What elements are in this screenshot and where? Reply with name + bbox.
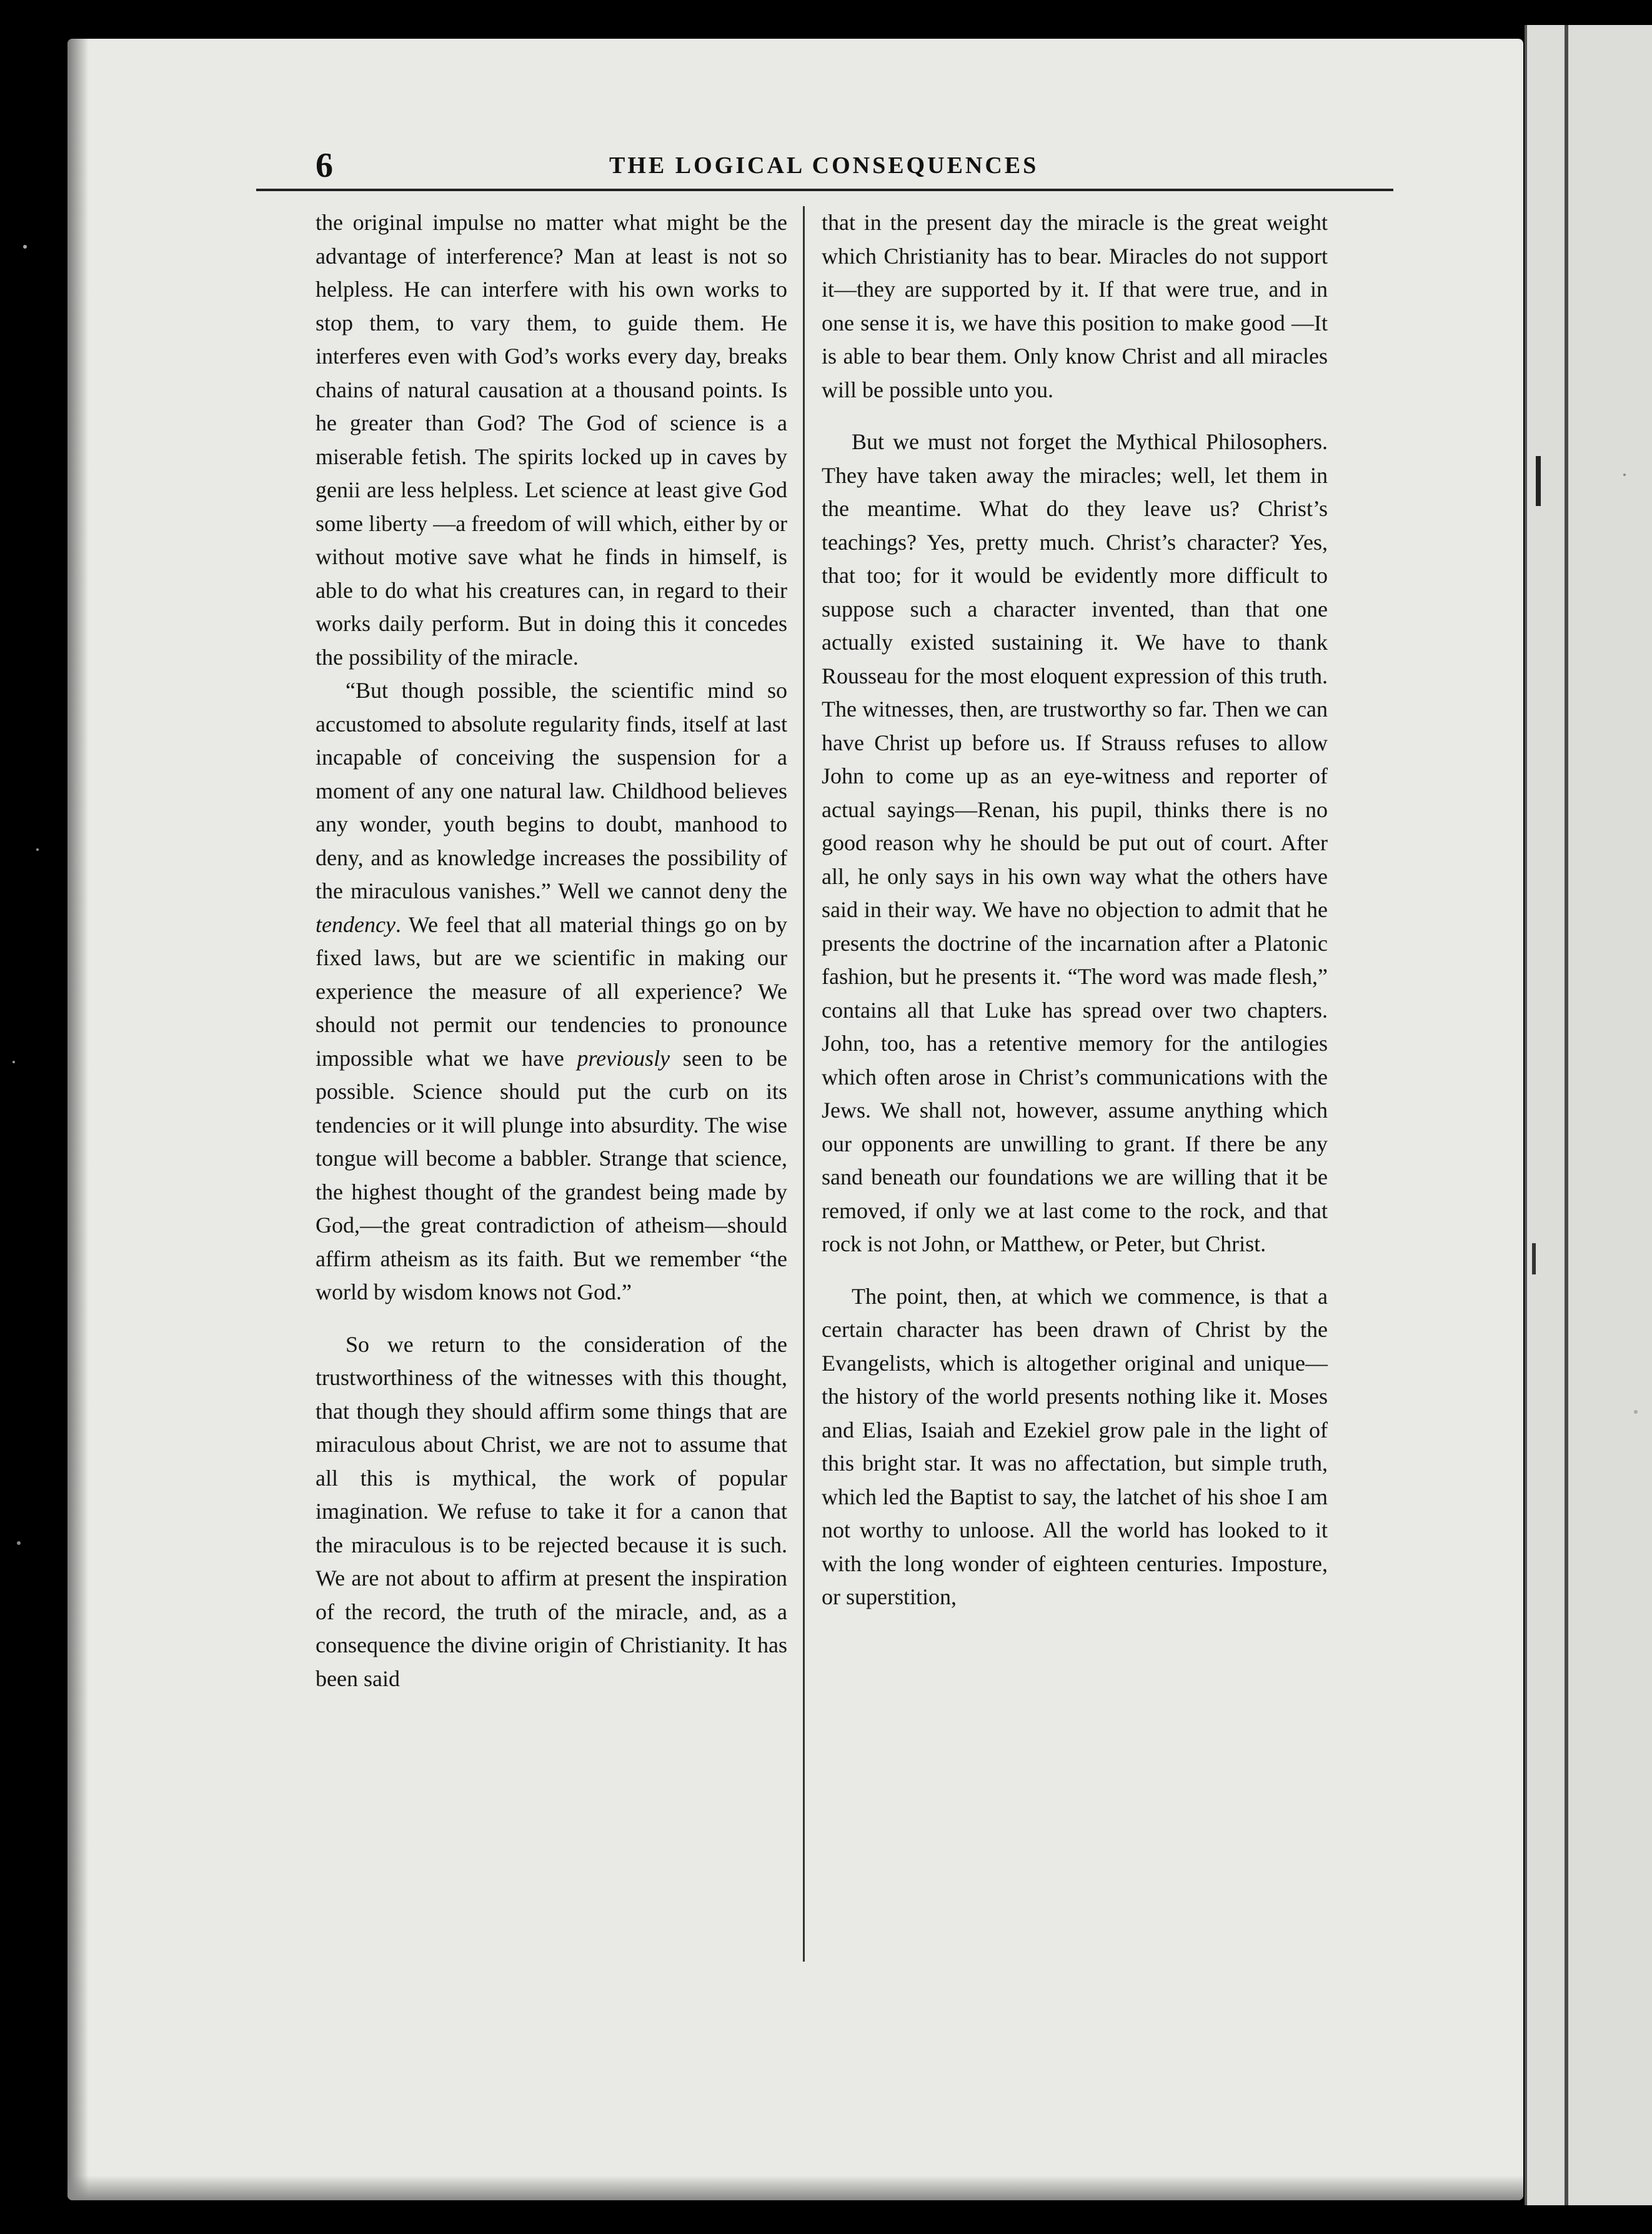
left-paragraph-3: So we return to the consideration of the trustworthiness of the witnesses with this thought, that though they should affirm some things that are miraculous about Christ, we are not to assume that all this is mythical, the work of popular imagination. We refuse to take it for a canon that the miraculous is to be rejected because it is such. We are not about to affirm at present the inspiration of the record, the truth of the miracle, and, as a consequence the divine origin of Christianity. It has been said	[316, 1331, 787, 1691]
left-paragraph-2-part-3: seen to be possible. Science should put the curb on its tendencies or it will plunge into absurdity. The wise tongue will become a babbler. Strange that science, the highest thought of the grandest being made by God,—the great contradiction of atheism—should affirm atheism as its faith. But we remember “the world by wisdom knows not God.”	[316, 1045, 788, 1304]
page-bottom-shadow	[67, 2175, 1523, 2200]
left-paragraph-1: the original impulse no matter what might be the advantage of interference? Man at least is not so helpless. He can interfere with his own works to stop them, to vary them, to guide them. He interferes even with God’s works every day, breaks chains of natural causation at a thousand points. Is he greater than God? The God of science is a miserable fetish. The spirits locked up in caves by genii are less helpless. Let science at least give God some liberty —a freedom of will which, either by or without motive save what he finds in himself, is able to do what his creatures can, in regard to their works daily perform. But in doing this it concedes the possibility of the miracle.	[316, 210, 787, 670]
left-column	[316, 206, 787, 1695]
left-paragraph-2-part-1: “But though possible, the scientific mind so accustomed to absolute regularity finds, itself at last incapable of conceiving the suspension for a moment of any one natural law. Childhood believes any wonder, youth begins to doubt, manhood to deny, and as knowledge increases the possibility of the miraculous vanishes.” Well we cannot deny the	[316, 678, 787, 903]
page-edge-shadow	[67, 39, 89, 2200]
running-title: THE LOGICAL CONSEQUENCES	[609, 152, 1039, 179]
adjacent-page-edge	[1525, 25, 1652, 2205]
column-divider	[803, 206, 805, 1962]
adjacent-page-rule	[1565, 25, 1568, 2205]
right-paragraph-1: that in the present day the miracle is the great weight which Christianity has to bear. Miracles do not support it—they are supported by it. If that were true, and in one sense it is, we have this position to make good —It is able to bear them. Only know Christ and all miracles will be possible unto you.	[822, 210, 1328, 402]
header-rule	[256, 189, 1393, 191]
right-paragraph-2: But we must not forget the Mythical Philosophers. They have taken away the miracles; well, let them in the meantime. What do they leave us? Christ’s teachings? Yes, pretty much. Christ’s character? Yes, that too; for it would be evidently more difficult to suppose such a character invented, than that one actually existed sustaining it. We have to thank Rousseau for the most eloquent expression of this truth. The witnesses, then, are trustworthy so far. Then we can have Christ up before us. If Strauss refuses to allow John to come up as an eye-witness and reporter of actual sayings—Renan, his pupil, thinks there is no good reason why he should be put out of court. After all, he only says in his own way what the others have said in their way. We have no objection to admit that he presents the doctrine of the incarnation after a Platonic fashion, but he presents it. “The word was made flesh,” contains all that Luke has spread over two chapters. John, too, has a retentive memory for the antilogies which often arose in Christ’s communications with the Jews. We shall not, however, assume anything which our opponents are unwilling to grant. If there be any sand beneath our foundations we are willing that it be removed, if only we at last come to the rock, and that rock is not John, or Matthew, or Peter, but Christ.	[822, 429, 1328, 1256]
right-paragraph-3: The point, then, at which we commence, is that a certain character has been drawn of Christ by the Evangelists, which is altogether original and unique—the history of the world presents nothing like it. Moses and Elias, Isaiah and Ezekiel grow pale in the light of this bright star. It was no affectation, but simple truth, which led the Baptist to say, the latchet of his shoe I am not worthy to unloose. All the world has looked to it with the long wonder of eighteen centuries. Imposture, or superstition,	[822, 1283, 1328, 1609]
page-header	[253, 141, 1396, 191]
emphasis-previously: previously	[577, 1045, 670, 1071]
right-column	[822, 206, 1328, 1614]
page-number: 6	[316, 146, 333, 185]
left-paragraph-2-part-2: . We feel that all material things go on by fixed laws, but are we scientific in making our experience the measure of all experience? We should not permit our tendencies to pronounce impossible what we have	[316, 911, 787, 1071]
emphasis-tendency: tendency	[316, 911, 396, 937]
left-paragraph-2	[316, 674, 787, 1309]
